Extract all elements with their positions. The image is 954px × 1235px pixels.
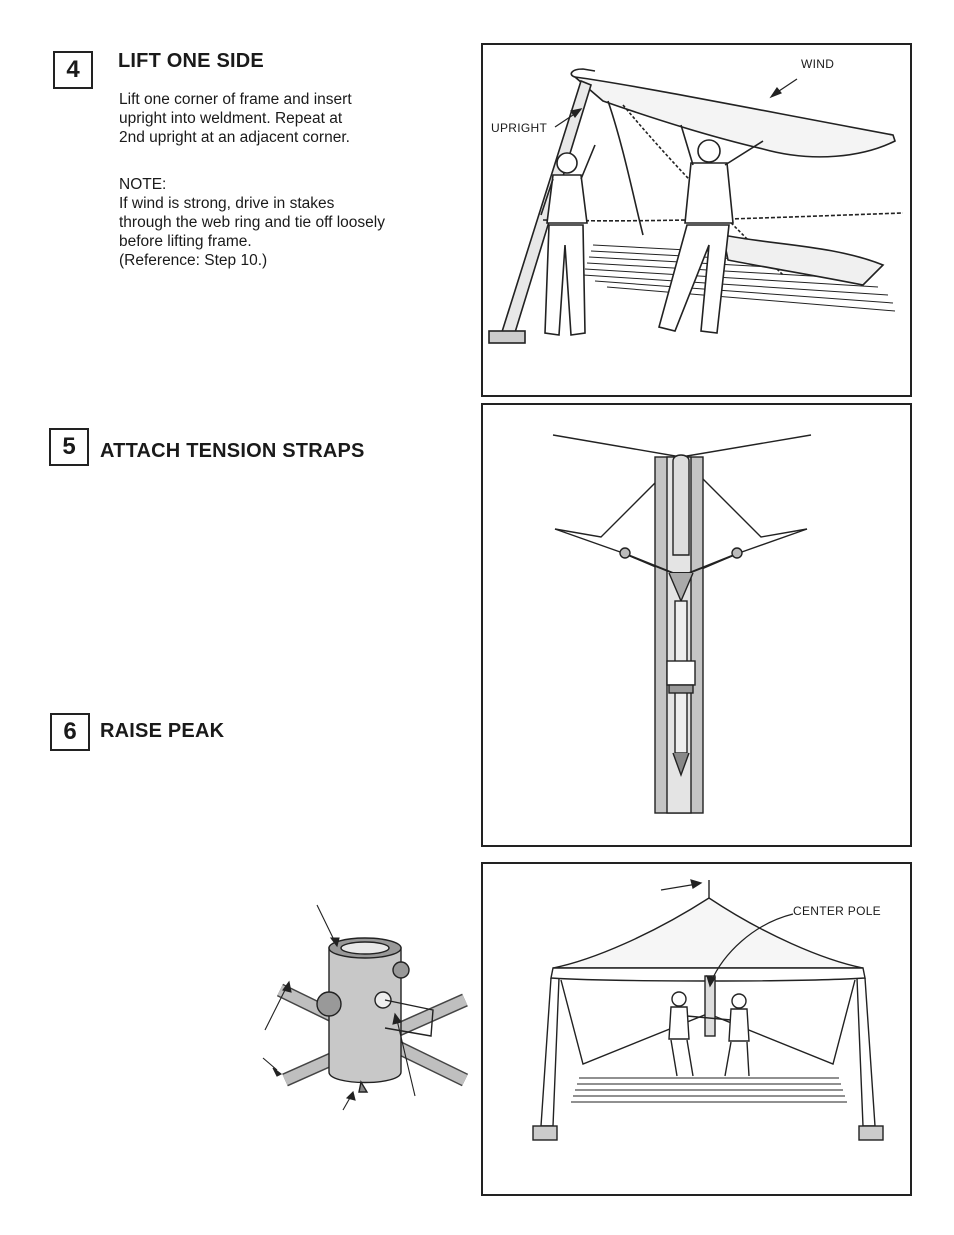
note-line: If wind is strong, drive in stakes xyxy=(119,195,335,212)
step-5-title: ATTACH TENSION STRAPS xyxy=(100,440,365,462)
step-5-number: 5 xyxy=(62,433,76,460)
instruction-line: upright into weldment. Repeat at xyxy=(119,110,343,127)
lift-side-drawing xyxy=(483,45,910,395)
wind-callout: WIND xyxy=(801,57,835,71)
instruction-line: 2nd upright at an adjacent corner. xyxy=(119,129,350,146)
note-line: through the web ring and tie off loosely xyxy=(119,214,385,231)
step-4-title: LIFT ONE SIDE xyxy=(118,50,264,72)
step-6-number-box xyxy=(50,713,90,751)
raise-peak-illustration xyxy=(481,862,912,1196)
step-6-number: 6 xyxy=(63,718,77,745)
weldment-detail-illustration xyxy=(255,900,475,1125)
step-4-number-box xyxy=(53,51,93,89)
instruction-line: Lift one corner of frame and insert xyxy=(119,91,352,108)
step-4-instructions xyxy=(119,90,449,147)
step-4-note xyxy=(119,175,449,270)
center-pole-callout: CENTER POLE xyxy=(793,904,881,918)
tension-strap-drawing xyxy=(483,405,910,845)
note-heading: NOTE: xyxy=(119,176,167,193)
tension-strap-illustration xyxy=(481,403,912,847)
step-6-title: RAISE PEAK xyxy=(100,720,225,742)
note-line: before lifting frame. xyxy=(119,233,252,250)
lift-one-side-illustration xyxy=(481,43,912,397)
step-4-number: 4 xyxy=(66,56,80,83)
upright-callout: UPRIGHT xyxy=(491,121,548,135)
note-line: (Reference: Step 10.) xyxy=(119,252,268,269)
weldment-drawing xyxy=(255,900,475,1125)
step-5-number-box xyxy=(49,428,89,466)
